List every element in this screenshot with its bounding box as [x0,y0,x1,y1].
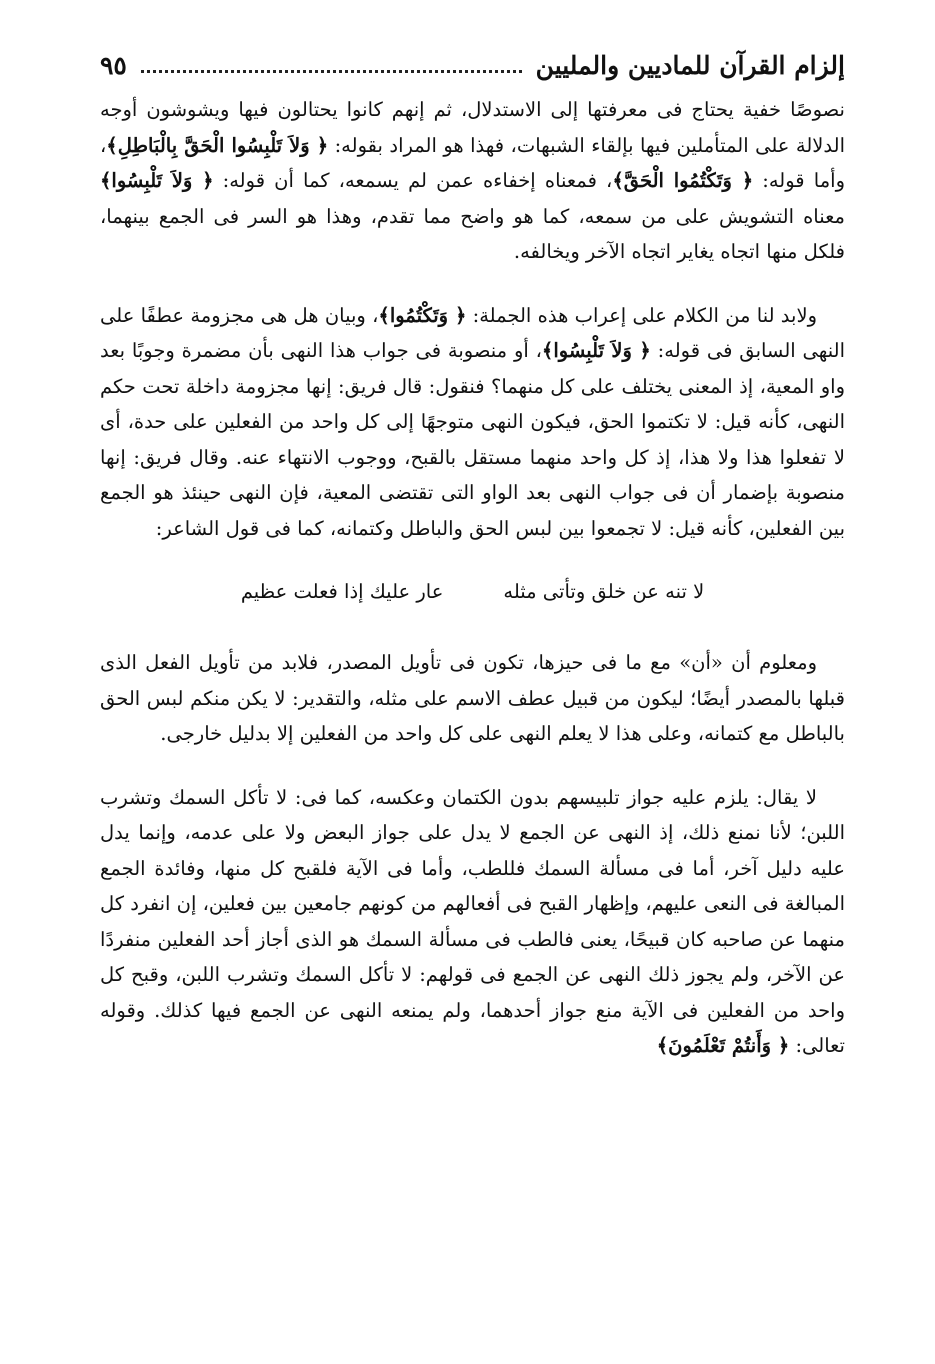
text-run: ، وأما قوله: [100,133,845,192]
page-number: ٩٥ [100,50,127,80]
quran-quote: ﴿ وَلاَ تَلْبِسُوا﴾ [100,169,214,192]
text-run: نصوصًا خفية يحتاج فى معرفتها إلى الاستدلال، ثم إنهم كانوا يحتالون فيها ويشوشون أوجه الدلالة على المتأملين فيها بإلقاء الشبهات، فهذا هو المراد بقوله: [100,98,846,157]
paragraph-2 [100,298,845,547]
text-run: ، أو منصوبة فى جواب هذا النهى بأن مضمرة وجوبًا بعد واو المعية، إذ المعنى يختلف على كل منهما؟ فنقول: قال فريق: إنها مجزومة داخلة تحت حكم النهى، كأنه قيل: لا تكتموا الحق، فيكون النهى متوجهًا إلى كل واحد من الفعلين على حدة، أى لا تفعلوا هذا ولا هذا، إذ كل واحد منهما مستقل بالقبح، ووجوب الانتهاء عنه. وقال فريق: إنها منصوبة بإضمار أن فى جواب النهى بعد الواو التى تقتضى المعية، فإن النهى حينئذ هو الجمع بين الفعلين، كأنه قيل: لا تجمعوا بين لبس الحق والباطل وكتمانه، كما فى قول الشاعر: [100,339,845,540]
verse-second-hemistich: عار عليك إذا فعلت عظيم [240,580,444,603]
running-header [100,40,845,90]
quran-quote: ﴿ وَتَكْتُمُوا﴾ [378,303,467,327]
leader-dots [141,70,522,73]
text-run: ومعلوم أن «أن» مع ما فى حيزها، تكون فى تأويل المصدر، فلابد من تأويل الفعل الذى قبلها بالمصدر أيضًا؛ ليكون من قبيل عطف الاسم على مثله، والتقدير: لا يكن منكم لبس الحق بالباطل مع كتمانه، وعلى هذا لا يعلم النهى على كل واحد من الفعلين إلا بدليل خارجى. [100,651,845,745]
quran-quote: ﴿ وَلاَ تَلْبِسُوا الْحَقَّ بِالْبَاطِلِ﴾ [106,133,329,157]
text-run: ، وبيان هل هى مجزومة عطفًا على النهى السابق فى قوله: [100,303,846,362]
paragraph-3 [100,645,845,752]
text-run: لا يقال: يلزم عليه جواز تلبيسهم بدون الكتمان وعكسه، كما فى: لا تأكل السمك وتشرب اللبن؛ لأنا نمنع ذلك، إذ النهى عن الجمع لا يدل على جواز البعض ولا على عدمه، وإنما يدل عليه دليل آخر، أما فى مسألة السمك فللطب، وأما فى الآية فلقبح كل منها، وفائدة الجمع المبالغة فى النعى عليهم، وإظهار القبح فى أفعالهم من كونهم جامعين بين فعلين، إن انفرد كل منهما عن صاحبه كان قبيحًا، يعنى فالطب فى مسألة السمك هو الذى أجاز أحد الفعلين منفردًا عن الآخر، ولم يجوز ذلك النهى عن الجمع فى قولهم: لا تأكل السمك وتشرب اللبن، وقبح كل واحد من الفعلين فى الآية منع جواز أحدهما، ولم يمنعه النهى عن الجمع فيها كذلك. وقوله تعالى: [100,785,845,1057]
quran-quote: ﴿ وَلاَ تَلْبِسُوا﴾ [541,339,651,362]
paragraph-1 [100,92,845,270]
quran-quote: ﴿ وَأَنتُمْ تَعْلَمُونَ﴾ [656,1034,790,1057]
book-page [100,40,845,1340]
text-run: معناه التشويش على من سمعه، كما هو واضح مما تقدم، وهذا هو السر فى الجمع بينهما، فلكل منها اتجاه يغاير اتجاه الآخر ويخالفه. [100,204,845,263]
quran-quote: ﴿ وَتَكْتُمُوا الْحَقَّ﴾ [612,169,754,192]
paragraph-4 [100,780,845,1064]
poetry-verse [100,574,845,609]
text-run: ولابد لنا من الكلام على إعراب هذه الجملة: [466,303,817,327]
running-title: إلزام القرآن للماديين والمليين [535,50,845,80]
body-text [100,92,845,1064]
text-run: ، فمعناه إخفاءه عمن لم يسمعه، كما أن قوله: [213,169,613,192]
verse-first-hemistich: لا تنه عن خلق وتأتى مثله [503,580,705,603]
